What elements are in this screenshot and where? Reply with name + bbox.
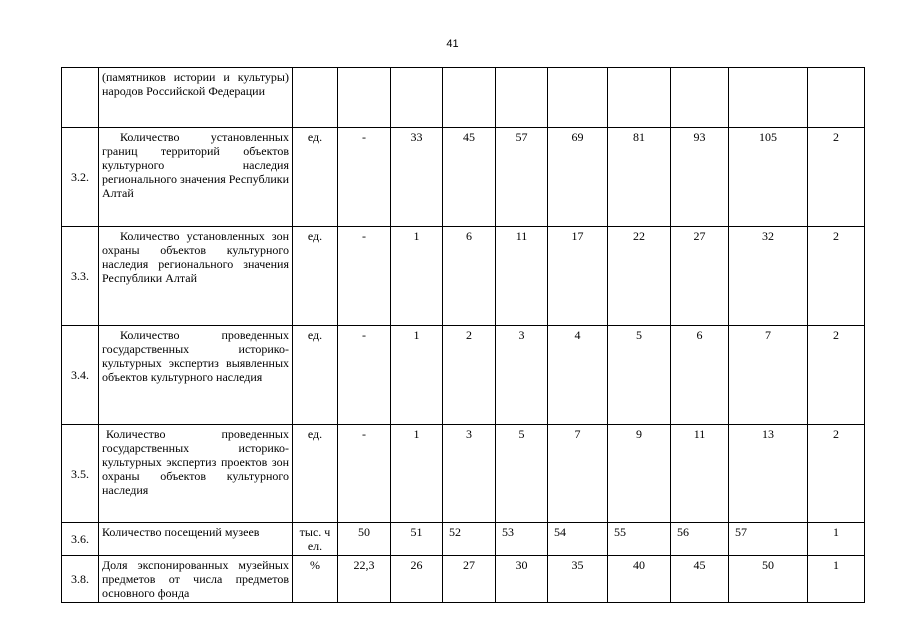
last-cell: 1 bbox=[808, 523, 865, 556]
page-number: 41 bbox=[446, 38, 459, 50]
value-cell: 11 bbox=[496, 227, 548, 326]
last-cell: 2 bbox=[808, 128, 865, 227]
indicator-name: Количество установленных границ территорий объектов культурного наследия регионального значения Республики Алтай bbox=[99, 128, 293, 227]
value-cell: 81 bbox=[608, 128, 671, 227]
value-cell: 40 bbox=[608, 556, 671, 603]
value-cell: 93 bbox=[671, 128, 729, 227]
value-cell: 45 bbox=[443, 128, 496, 227]
value-cell: 1 bbox=[391, 425, 443, 523]
row-number: 3.4. bbox=[62, 326, 99, 425]
row-number: 3.3. bbox=[62, 227, 99, 326]
value-cell: 5 bbox=[496, 425, 548, 523]
table-row bbox=[62, 523, 865, 556]
value-cell bbox=[608, 68, 671, 128]
value-cell: 45 bbox=[671, 556, 729, 603]
unit-cell: ед. bbox=[293, 128, 338, 227]
last-cell: 2 bbox=[808, 425, 865, 523]
value-cell: 32 bbox=[729, 227, 808, 326]
table-row bbox=[62, 227, 865, 326]
value-cell: 3 bbox=[496, 326, 548, 425]
indicators-table bbox=[61, 67, 865, 603]
indicator-name: (памятников истории и культуры) народов Российской Федерации bbox=[99, 68, 293, 128]
value-cell: 69 bbox=[548, 128, 608, 227]
unit-cell: тыс. ч ел. bbox=[293, 523, 338, 556]
value-cell: 55 bbox=[608, 523, 671, 556]
value-cell: 5 bbox=[608, 326, 671, 425]
row-number bbox=[62, 68, 99, 128]
value-cell: 54 bbox=[548, 523, 608, 556]
unit-cell: ед. bbox=[293, 227, 338, 326]
table-row bbox=[62, 425, 865, 523]
value-cell: 1 bbox=[391, 326, 443, 425]
value-cell bbox=[729, 68, 808, 128]
value-cell: 105 bbox=[729, 128, 808, 227]
unit-cell bbox=[293, 68, 338, 128]
value-cell: 1 bbox=[391, 227, 443, 326]
value-cell: 13 bbox=[729, 425, 808, 523]
value-cell bbox=[443, 68, 496, 128]
indicator-name: Доля экспонированных музейных предметов от числа предметов основного фонда bbox=[99, 556, 293, 603]
table-row bbox=[62, 128, 865, 227]
value-cell: 56 bbox=[671, 523, 729, 556]
indicator-name: Количество проведенных государственных историко-культурных экспертиз проектов зон охраны объектов культурного наследия bbox=[99, 425, 293, 523]
value-cell: 57 bbox=[496, 128, 548, 227]
unit-cell: ед. bbox=[293, 425, 338, 523]
value-cell bbox=[338, 68, 391, 128]
value-cell: 50 bbox=[338, 523, 391, 556]
value-cell: 4 bbox=[548, 326, 608, 425]
unit-cell: ед. bbox=[293, 326, 338, 425]
row-number: 3.2. bbox=[62, 128, 99, 227]
row-number: 3.8. bbox=[62, 556, 99, 603]
value-cell: - bbox=[338, 128, 391, 227]
value-cell: 26 bbox=[391, 556, 443, 603]
indicator-name: Количество посещений музеев bbox=[99, 523, 293, 556]
value-cell: 3 bbox=[443, 425, 496, 523]
indicator-name: Количество проведенных государственных историко-культурных экспертиз выявленных объектов культурного наследия bbox=[99, 326, 293, 425]
value-cell: 7 bbox=[729, 326, 808, 425]
value-cell: 9 bbox=[608, 425, 671, 523]
indicator-name: Количество установленных зон охраны объектов культурного наследия регионального значения Республики Алтай bbox=[99, 227, 293, 326]
table-row bbox=[62, 326, 865, 425]
value-cell: 2 bbox=[443, 326, 496, 425]
last-cell: 2 bbox=[808, 227, 865, 326]
value-cell: 33 bbox=[391, 128, 443, 227]
table-row bbox=[62, 68, 865, 128]
value-cell: 35 bbox=[548, 556, 608, 603]
value-cell: 53 bbox=[496, 523, 548, 556]
value-cell: 27 bbox=[671, 227, 729, 326]
value-cell: 22,3 bbox=[338, 556, 391, 603]
value-cell: - bbox=[338, 425, 391, 523]
table-row bbox=[62, 556, 865, 603]
value-cell: 51 bbox=[391, 523, 443, 556]
value-cell: 7 bbox=[548, 425, 608, 523]
value-cell: 52 bbox=[443, 523, 496, 556]
value-cell: 50 bbox=[729, 556, 808, 603]
value-cell: - bbox=[338, 227, 391, 326]
value-cell: 22 bbox=[608, 227, 671, 326]
value-cell: - bbox=[338, 326, 391, 425]
last-cell: 2 bbox=[808, 326, 865, 425]
last-cell: 1 bbox=[808, 556, 865, 603]
row-number: 3.5. bbox=[62, 425, 99, 523]
unit-cell: % bbox=[293, 556, 338, 603]
value-cell: 6 bbox=[671, 326, 729, 425]
value-cell: 11 bbox=[671, 425, 729, 523]
value-cell: 17 bbox=[548, 227, 608, 326]
value-cell bbox=[548, 68, 608, 128]
row-number: 3.6. bbox=[62, 523, 99, 556]
value-cell: 30 bbox=[496, 556, 548, 603]
value-cell: 57 bbox=[729, 523, 808, 556]
value-cell: 27 bbox=[443, 556, 496, 603]
last-cell bbox=[808, 68, 865, 128]
value-cell bbox=[671, 68, 729, 128]
value-cell: 6 bbox=[443, 227, 496, 326]
value-cell bbox=[391, 68, 443, 128]
value-cell bbox=[496, 68, 548, 128]
